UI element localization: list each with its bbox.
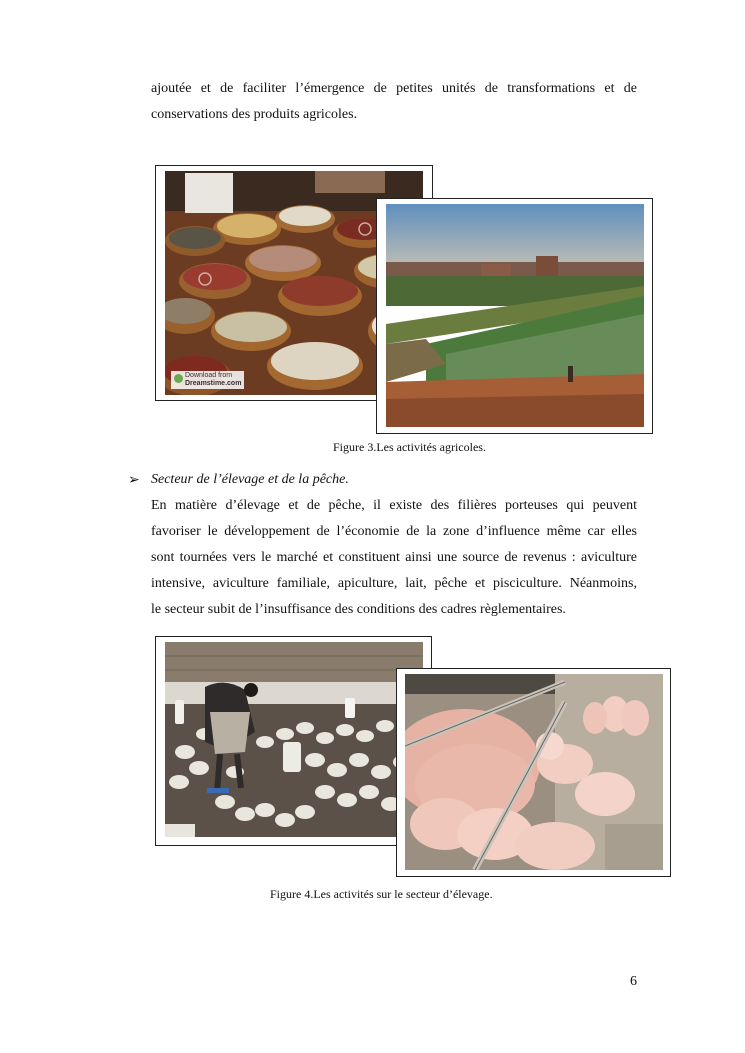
dreamstime-logo-icon [174, 374, 183, 383]
watermark-line: Dreamstime.com [185, 380, 242, 387]
figure3-photo2-frame [376, 198, 653, 434]
section-heading: Secteur de l’élevage et de la pêche. [151, 472, 349, 487]
text-line: favoriser le développement de l’économie de la zone d’influence même car elles [151, 524, 637, 539]
rice-field-village-photo [386, 204, 644, 427]
text-line: intensive, aviculture familiale, apiculture, lait, pêche et pisciculture. Néanmoins, [151, 576, 637, 591]
page-number: 6 [630, 974, 637, 989]
figure4-caption: Figure 4.Les activités sur le secteur d’élevage. [270, 887, 493, 901]
text-line: conservations des produits agricoles. [151, 107, 358, 122]
figure3-caption: Figure 3.Les activités agricoles. [333, 440, 486, 454]
poultry-farm-photo [165, 642, 423, 837]
dreamstime-watermark [171, 371, 244, 389]
text-line: sont tournées vers le marché et constituent ainsi une source de revenus : aviculture [151, 550, 637, 565]
text-line: ajoutée et de faciliter l’émergence de petites unités de transformations et de [151, 81, 637, 96]
text-line: le secteur subit de l’insuffisance des conditions des cadres règlementaires. [151, 602, 566, 617]
intro-paragraph [151, 76, 637, 128]
text-line: En matière d’élevage et de pêche, il existe des filières porteuses qui peuvent [151, 498, 637, 513]
figure4-photo1-frame [155, 636, 432, 846]
section-paragraph [151, 493, 637, 623]
pig-farm-photo [405, 674, 663, 870]
watermark-line: Download from [185, 372, 233, 379]
arrow-bullet-icon: ➢ [128, 473, 140, 488]
figure4-photo2-frame [396, 668, 671, 877]
